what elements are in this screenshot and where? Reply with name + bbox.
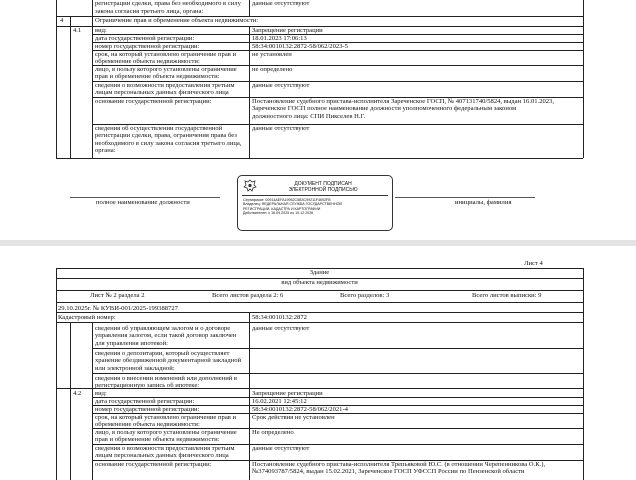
row-label: сведения о возможности предоставления третьим лицам персональных данных физического лица: [95, 82, 235, 97]
cadastral-label: Кадастровый номер:: [58, 314, 116, 321]
row-value: не определено: [252, 66, 293, 73]
row-value: Запрещение регистрации: [252, 390, 323, 397]
row-label: дата государственной регистрации:: [95, 398, 195, 405]
stamp-owner-1: Владелец: ФЕДЕРАЛЬНАЯ СЛУЖБА ГОСУДАРСТВЕННОЙ: [243, 202, 342, 207]
row-value: Постановление судебного пристава-исполнителя Трепьяковой Ю.С. (в отношении Черепенникова О.К.), №374093787/5824, выдан 15.02.2021, Зареченское ГОСП УФССП России по Пензенской области: [252, 461, 546, 476]
emblem-icon: [243, 179, 257, 192]
subsection-number: 4.2: [73, 390, 82, 397]
stamp-owner-2: РЕГИСТРАЦИИ, КАДАСТРА И КАРТОГРАФИИ: [243, 206, 321, 211]
row-label: номер государственной регистрации:: [95, 406, 200, 413]
extract-reference: 29.10.2025г. № КУВИ-001/2025-199388727: [58, 305, 178, 312]
stamp-validity: Действителен: с 16.09.2025 по 10.12.2026: [243, 211, 314, 216]
row-label: сведения об управляющем залогом и о договоре управления залогом, если такой договор заключен для управления ипотекой:: [95, 325, 237, 347]
stamp-title-1: ДОКУМЕНТ ПОДПИСАН: [294, 181, 352, 187]
row-value: 16.02.2021 12:45:12: [252, 398, 307, 405]
row-label: сведения о внесении изменений или дополнений в регистрационную запись об ипотеке:: [95, 375, 238, 390]
row-label: основание государственной регистрации:: [95, 98, 212, 105]
row-value: данные отсутствуют: [252, 445, 310, 452]
row-label: сведения о возможности предоставления третьим лицам персональных данных физического лица: [95, 445, 235, 460]
row-value: Постановление судебного пристава-исполнителя Зареченское ГОСП, № 407131740/5824, выдан 16.01.2023, Зареченское ГОСП полное наименование должности уполномоченного федеральным законом должностного лица: СПИ Пикселев Н.Г.: [252, 98, 555, 120]
section-4-number: 4: [60, 17, 64, 24]
row-label: сведения о депозитарии, который осуществляет хранение обездвиженной документарной закладной или электронной закладной:: [95, 350, 242, 372]
total-extract-sheets: Всего листов выписки: 9: [472, 292, 542, 299]
row-value: не установлен: [252, 51, 292, 58]
document-page-2: [0, 246, 636, 480]
total-sections: Всего разделов: 3: [340, 292, 390, 299]
sign-position-caption: полное наименование должности: [96, 199, 190, 206]
sheet-no-of-section: Лист № 2 раздела 2: [90, 292, 145, 299]
object-subtitle: вид объекта недвижимости: [281, 279, 358, 286]
row-value: Запрещение регистрации: [252, 27, 323, 34]
object-title: Здание: [309, 269, 330, 276]
row-value: данные отсутствуют: [252, 325, 310, 332]
row-value: Срок действия не установлен: [252, 414, 335, 421]
row-value: Не определено: [252, 429, 294, 436]
subsection-number: 4.1: [73, 27, 82, 34]
row-label: вид:: [95, 27, 107, 34]
row-label: номер государственной регистрации:: [95, 43, 200, 50]
row-label: сведения об осуществлении государственной регистрации сделки, права, ограничения права без необходимого в силу закона согласия третьего лица, органа:: [95, 125, 242, 155]
row-value: 58:34:0010132:2872-58/062/2021-4: [252, 406, 348, 413]
sheet-number: Лист 4: [524, 260, 543, 267]
sign-name-caption: инициалы, фамилия: [455, 199, 512, 206]
row-value: 58:34:0010132:2872-58/062/2023-5: [252, 43, 348, 50]
cadastral-value: 58:34:0010132:2872: [252, 314, 307, 321]
stamp-certificate: Сертификат: 00914AEFA19952C5B3C99211F4692FB: [243, 198, 331, 202]
stamp-title-2: ЭЛЕКТРОННОЙ ПОДПИСЬЮ: [288, 187, 358, 193]
row-label: срок, на который установлено ограничение прав и обременение объекта недвижимости:: [95, 414, 237, 429]
frag-top-label-1: регистрации сделки, права без необходимого в силу: [95, 0, 241, 7]
frag-top-label-2: закона согласия третьего лица, органа:: [95, 8, 204, 15]
row-label: лицо, в пользу которого установлены ограничение прав и обременение объекта недвижимости:: [95, 66, 237, 81]
section-4-title: Ограничение прав и обременение объекта недвижимости:: [95, 17, 259, 24]
electronic-signature-stamp: [237, 175, 393, 231]
row-label: лицо, в пользу которого установлены ограничение прав и обременение объекта недвижимости:: [95, 429, 237, 444]
row-label: срок, на который установлено ограничение прав и обременение объекта недвижимости:: [95, 51, 237, 66]
row-value: данные отсутствуют: [252, 82, 310, 89]
frag-top-value: данные отсутствуют: [252, 0, 310, 7]
row-label: основание государственной регистрации:: [95, 461, 212, 468]
row-label: дата государственной регистрации:: [95, 35, 195, 42]
row-value: данные отсутствуют: [252, 125, 310, 132]
row-value: 18.01.2023 17:06:13: [252, 35, 307, 42]
total-section-sheets: Всего листов раздела 2: 6: [212, 292, 284, 299]
row-label: вид:: [95, 390, 107, 397]
